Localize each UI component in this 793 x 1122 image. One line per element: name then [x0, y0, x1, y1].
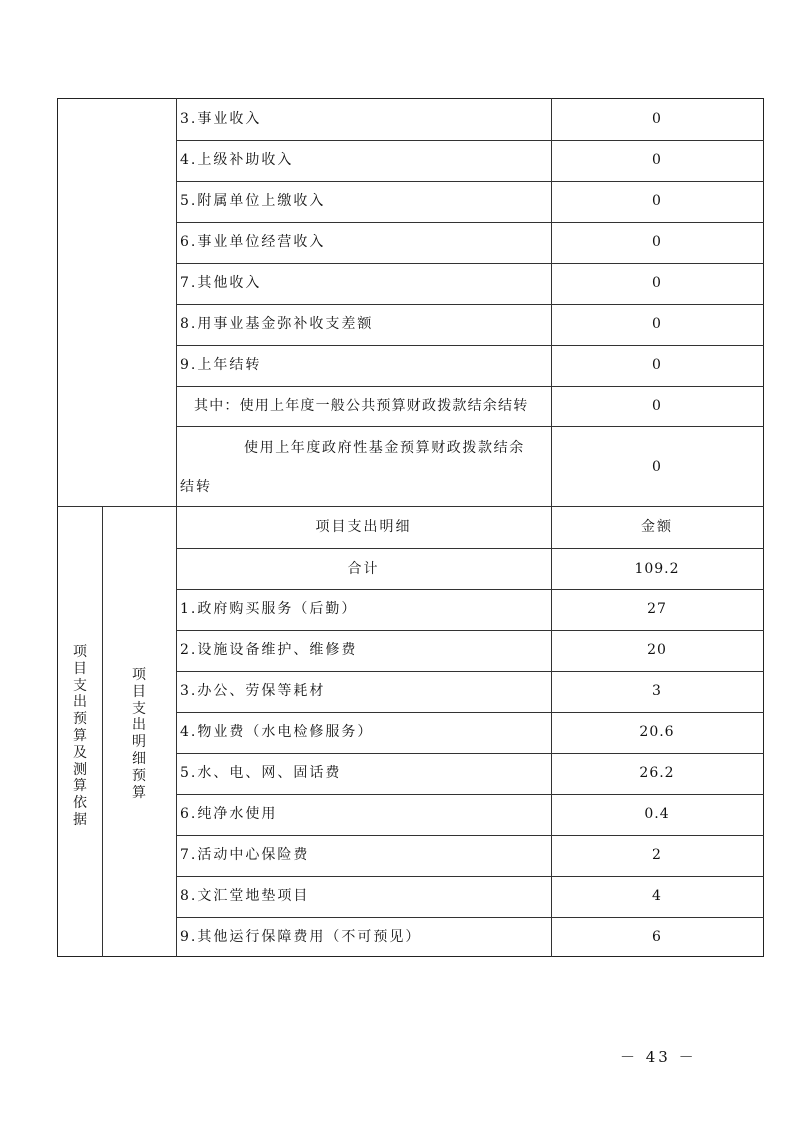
- carryover-label-line1: 使用上年度政府性基金预算财政拨款结余: [244, 440, 525, 456]
- detail-item-label: 2.设施设备维护、维修费: [180, 642, 358, 658]
- row-line: [176, 222, 764, 223]
- row-line: [176, 671, 764, 672]
- income-item-value: 0: [652, 275, 662, 291]
- detail-item-value: 27: [647, 601, 667, 617]
- row-line: [176, 589, 764, 590]
- detail-item-value: 20.6: [639, 724, 675, 740]
- detail-item-label: 5.水、电、网、固话费: [180, 765, 342, 781]
- detail-item-value: 3: [652, 683, 662, 699]
- detail-item-label: 4.物业费（水电检修服务）: [180, 724, 374, 740]
- income-item-value: 0: [652, 234, 662, 250]
- detail-header-item: 项目支出明细: [315, 519, 412, 535]
- row-line: [176, 630, 764, 631]
- income-item-label: 8.用事业基金弥补收支差额: [180, 316, 374, 332]
- detail-item-value: 0.4: [644, 806, 670, 822]
- income-item-value: 0: [652, 111, 662, 127]
- section-divider: [57, 506, 764, 507]
- income-item-label: 6.事业单位经营收入: [180, 234, 326, 250]
- row-line: [176, 876, 764, 877]
- income-item-label: 4.上级补助收入: [180, 152, 294, 168]
- detail-item-label: 6.纯净水使用: [180, 806, 278, 822]
- row-line: [176, 794, 764, 795]
- income-item-value: 0: [652, 398, 662, 414]
- income-item-label: 5.附属单位上缴收入: [180, 193, 326, 209]
- detail-item-value: 26.2: [639, 765, 675, 781]
- detail-item-label: 7.活动中心保险费: [180, 847, 310, 863]
- total-label: 合计: [347, 561, 380, 577]
- income-item-label: 9.上年结转: [180, 357, 262, 373]
- row-line: [176, 712, 764, 713]
- income-item-value: 0: [652, 357, 662, 373]
- carryover-label-line2: 结转: [180, 479, 212, 495]
- row-line: [176, 263, 764, 264]
- row-line: [176, 835, 764, 836]
- income-item-label: 其中：使用上年度一般公共预算财政拨款结余结转: [194, 398, 529, 414]
- detail-item-value: 2: [652, 847, 662, 863]
- page-number: － 43 －: [620, 1048, 697, 1066]
- detail-item-value: 6: [652, 929, 662, 945]
- detail-item-label: 1.政府购买服务（后勤）: [180, 601, 358, 617]
- section-label: 项目支出预算及测算依据: [73, 644, 87, 828]
- row-line: [176, 753, 764, 754]
- sub-section-label: 项目支出明细预算: [132, 667, 146, 801]
- col-divider-section: [102, 506, 103, 957]
- detail-item-label: 8.文汇堂地垫项目: [180, 888, 310, 904]
- detail-item-label: 9.其他运行保障费用（不可预见）: [180, 929, 422, 945]
- row-line: [176, 181, 764, 182]
- row-line: [176, 548, 764, 549]
- income-item-value: 0: [652, 193, 662, 209]
- income-item-label: 3.事业收入: [180, 111, 262, 127]
- detail-header-amount: 金额: [641, 519, 673, 535]
- detail-item-value: 4: [652, 888, 662, 904]
- income-item-value: 0: [652, 316, 662, 332]
- row-line: [176, 304, 764, 305]
- row-line: [176, 917, 764, 918]
- income-item-value: 0: [652, 152, 662, 168]
- detail-item-label: 3.办公、劳保等耗材: [180, 683, 326, 699]
- detail-item-value: 20: [647, 642, 667, 658]
- carryover-value: 0: [652, 459, 662, 475]
- row-line: [176, 140, 764, 141]
- total-value: 109.2: [634, 561, 680, 577]
- row-line: [176, 386, 764, 387]
- income-item-label: 7.其他收入: [180, 275, 262, 291]
- row-line: [176, 345, 764, 346]
- row-line: [176, 426, 764, 427]
